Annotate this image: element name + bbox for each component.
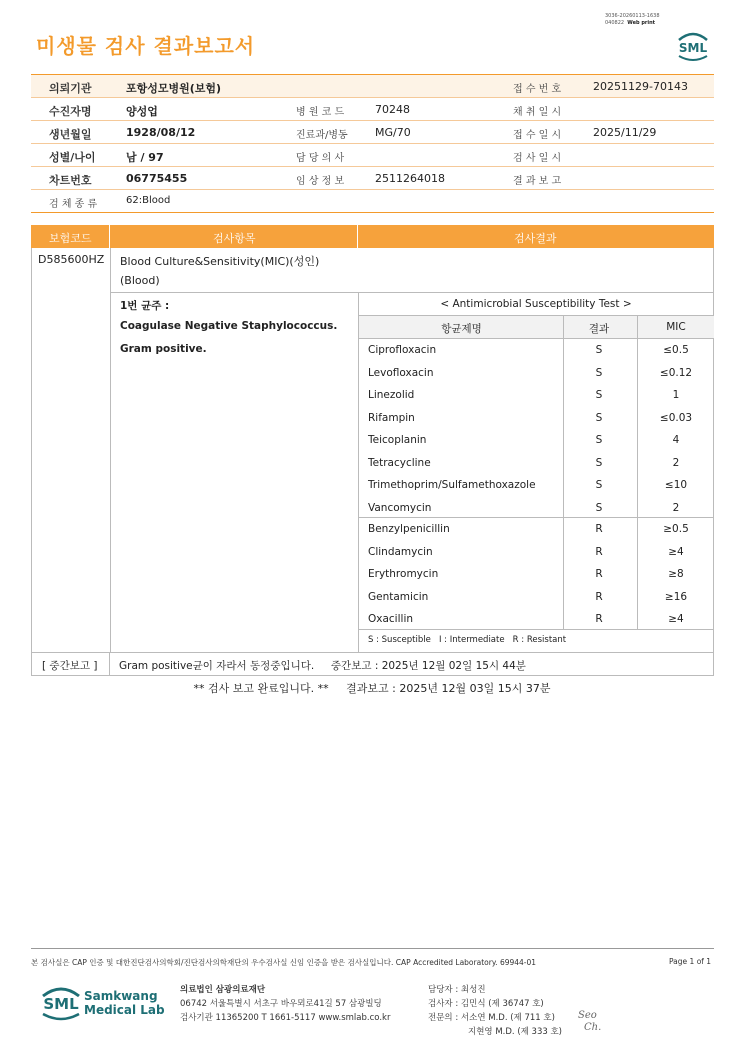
drug-name: Rifampin [368, 411, 415, 424]
org-contact: 검사기관 11365200 T 1661-5117 www.smlab.co.kr [180, 1013, 391, 1023]
gram-stain: Gram positive. [120, 343, 207, 355]
drug-name: Teicoplanin [368, 434, 427, 446]
drug-name: Gentamicin [368, 590, 429, 603]
drug-name: Linezolid [368, 389, 415, 401]
susceptibility-result: S [595, 479, 603, 491]
ast-row [358, 586, 714, 609]
info-row: 생년월일 1928/08/12 진료과/병동 MG/70 접 수 일 시 2025/11/29 [31, 121, 714, 144]
info-row: 검 체 종 류 62:Blood [31, 190, 714, 213]
mic-value: 2 [672, 456, 680, 469]
ast-row [358, 563, 714, 586]
mic-value: ≤10 [664, 479, 688, 491]
footer-divider [31, 948, 714, 949]
susceptibility-result: S [595, 501, 603, 514]
susceptibility-result: S [595, 344, 603, 356]
patient-info-table [31, 74, 714, 210]
results-table-header [31, 225, 714, 248]
info-row: 수진자명 양성업 병 원 코 드 70248 채 취 일 시 [31, 98, 714, 121]
susceptibility-result: S [595, 434, 603, 446]
susceptibility-result: R [595, 590, 603, 603]
drug-name: Ciprofloxacin [368, 344, 437, 356]
staff-tester: 검사자 : 김민식 (제 36747 호) [428, 999, 544, 1009]
staff-specialist-2: 지현영 M.D. (제 333 호) [468, 1027, 563, 1037]
interim-text: Gram positive균이 자라서 동정중입니다. 중간보고 : 2025년 12월 02일 15시 44분 [119, 660, 526, 672]
org-address: 06742 서울특별시 서초구 바우뫼로41길 57 삼광빌딩 [180, 999, 382, 1009]
samkwang-logo-icon [37, 980, 85, 1022]
signature: Seo Ch. [578, 1010, 602, 1033]
mic-value: ≤0.03 [659, 411, 693, 424]
results-table-body [31, 248, 714, 653]
interim-label: [ 중간보고 ] [42, 660, 98, 672]
mic-value: 1 [672, 389, 680, 401]
mic-value: 2 [672, 501, 680, 514]
col-test-result: 검사결과 [514, 232, 557, 245]
ast-title: < Antimicrobial Susceptibility Test > [440, 298, 632, 310]
test-specimen: (Blood) [120, 274, 160, 287]
drug-name: Vancomycin [368, 501, 432, 514]
ast-row [358, 429, 714, 452]
info-row: 성별/나이 남 / 97 담 당 의 사 검 사 일 시 [31, 144, 714, 167]
susceptibility-result: S [595, 366, 603, 379]
col-insurance-code: 보험코드 [49, 232, 92, 245]
susceptibility-result: S [595, 411, 603, 424]
mic-value: ≤0.5 [663, 344, 689, 356]
org-name: 의료법인 삼광의료재단 [180, 985, 266, 995]
staff-specialist: 전문의 : 서소연 M.D. (제 711 호) [428, 1013, 555, 1023]
ast-row [358, 497, 714, 520]
info-row: 의뢰기관 포항성모병원(보험) 접 수 번 호 20251129-70143 [31, 75, 714, 98]
info-row: 차트번호 06775455 임 상 정 보 2511264018 결 과 보 고 [31, 167, 714, 190]
ast-row [358, 407, 714, 430]
sml-logo [673, 26, 713, 62]
interim-report-row [31, 653, 714, 676]
mic-value: ≥16 [664, 590, 688, 603]
ast-legend: S : Susceptible I : Intermediate R : Resistant [368, 635, 567, 645]
accreditation-note: 본 검사실은 CAP 인증 및 대한진단검사의학회/진단검사의학재단의 우수검사실 신임 인증을 받은 검사실입니다. CAP Accredited Laboratory. 69944-01 [31, 958, 537, 967]
test-name: Blood Culture&Sensitivity(MIC)(성인) [120, 255, 320, 268]
staff-in-charge: 담당자 : 최성진 [428, 985, 486, 995]
ast-row [358, 608, 714, 631]
report-title: 미생물 검사 결과보고서 [36, 34, 256, 58]
drug-name: Oxacillin [368, 613, 414, 625]
susceptibility-result: R [595, 523, 603, 535]
drug-name: Benzylpenicillin [368, 523, 450, 535]
mic-value: ≥4 [668, 545, 684, 558]
organism-label: 1번 균주 : [120, 300, 170, 312]
susceptibility-result: S [595, 389, 603, 401]
susceptibility-result: R [595, 613, 603, 625]
organism-name: Coagulase Negative Staphylococcus. [120, 320, 338, 332]
drug-name: Levofloxacin [368, 366, 434, 379]
ast-row [358, 362, 714, 385]
mic-value: ≤0.12 [659, 366, 693, 379]
drug-name: Clindamycin [368, 545, 433, 558]
drug-name: Tetracycline [368, 456, 431, 469]
mic-value: ≥4 [668, 613, 684, 625]
mic-value: ≥8 [668, 568, 684, 580]
page-number: Page 1 of 1 [669, 957, 712, 966]
susceptibility-result: S [595, 456, 603, 469]
svg-text:SML: SML [43, 995, 79, 1013]
svg-text:SML: SML [678, 41, 708, 55]
col-test-item: 검사항목 [213, 232, 256, 245]
insurance-code: D585600HZ [38, 253, 105, 266]
ast-row [358, 339, 714, 362]
drug-name: Trimethoprim/Sulfamethoxazole [368, 479, 536, 491]
mic-value: 4 [672, 434, 680, 446]
ast-row [358, 474, 714, 497]
ast-row [358, 452, 714, 475]
print-info: 3036-20260113-1638 040822 Web print [605, 13, 660, 26]
mic-value: ≥0.5 [663, 523, 689, 535]
ast-row [358, 518, 714, 541]
susceptibility-result: R [595, 545, 603, 558]
final-report-note: ** 검사 보고 완료입니다. ** 결과보고 : 2025년 12월 03일 15시 37분 [193, 682, 551, 695]
ast-header: 항균제명 결과 MIC [359, 316, 714, 338]
company-name: Samkwang Medical Lab [84, 989, 165, 1017]
susceptibility-result: R [595, 568, 603, 580]
ast-row [358, 384, 714, 407]
drug-name: Erythromycin [368, 568, 439, 580]
ast-row [358, 541, 714, 564]
